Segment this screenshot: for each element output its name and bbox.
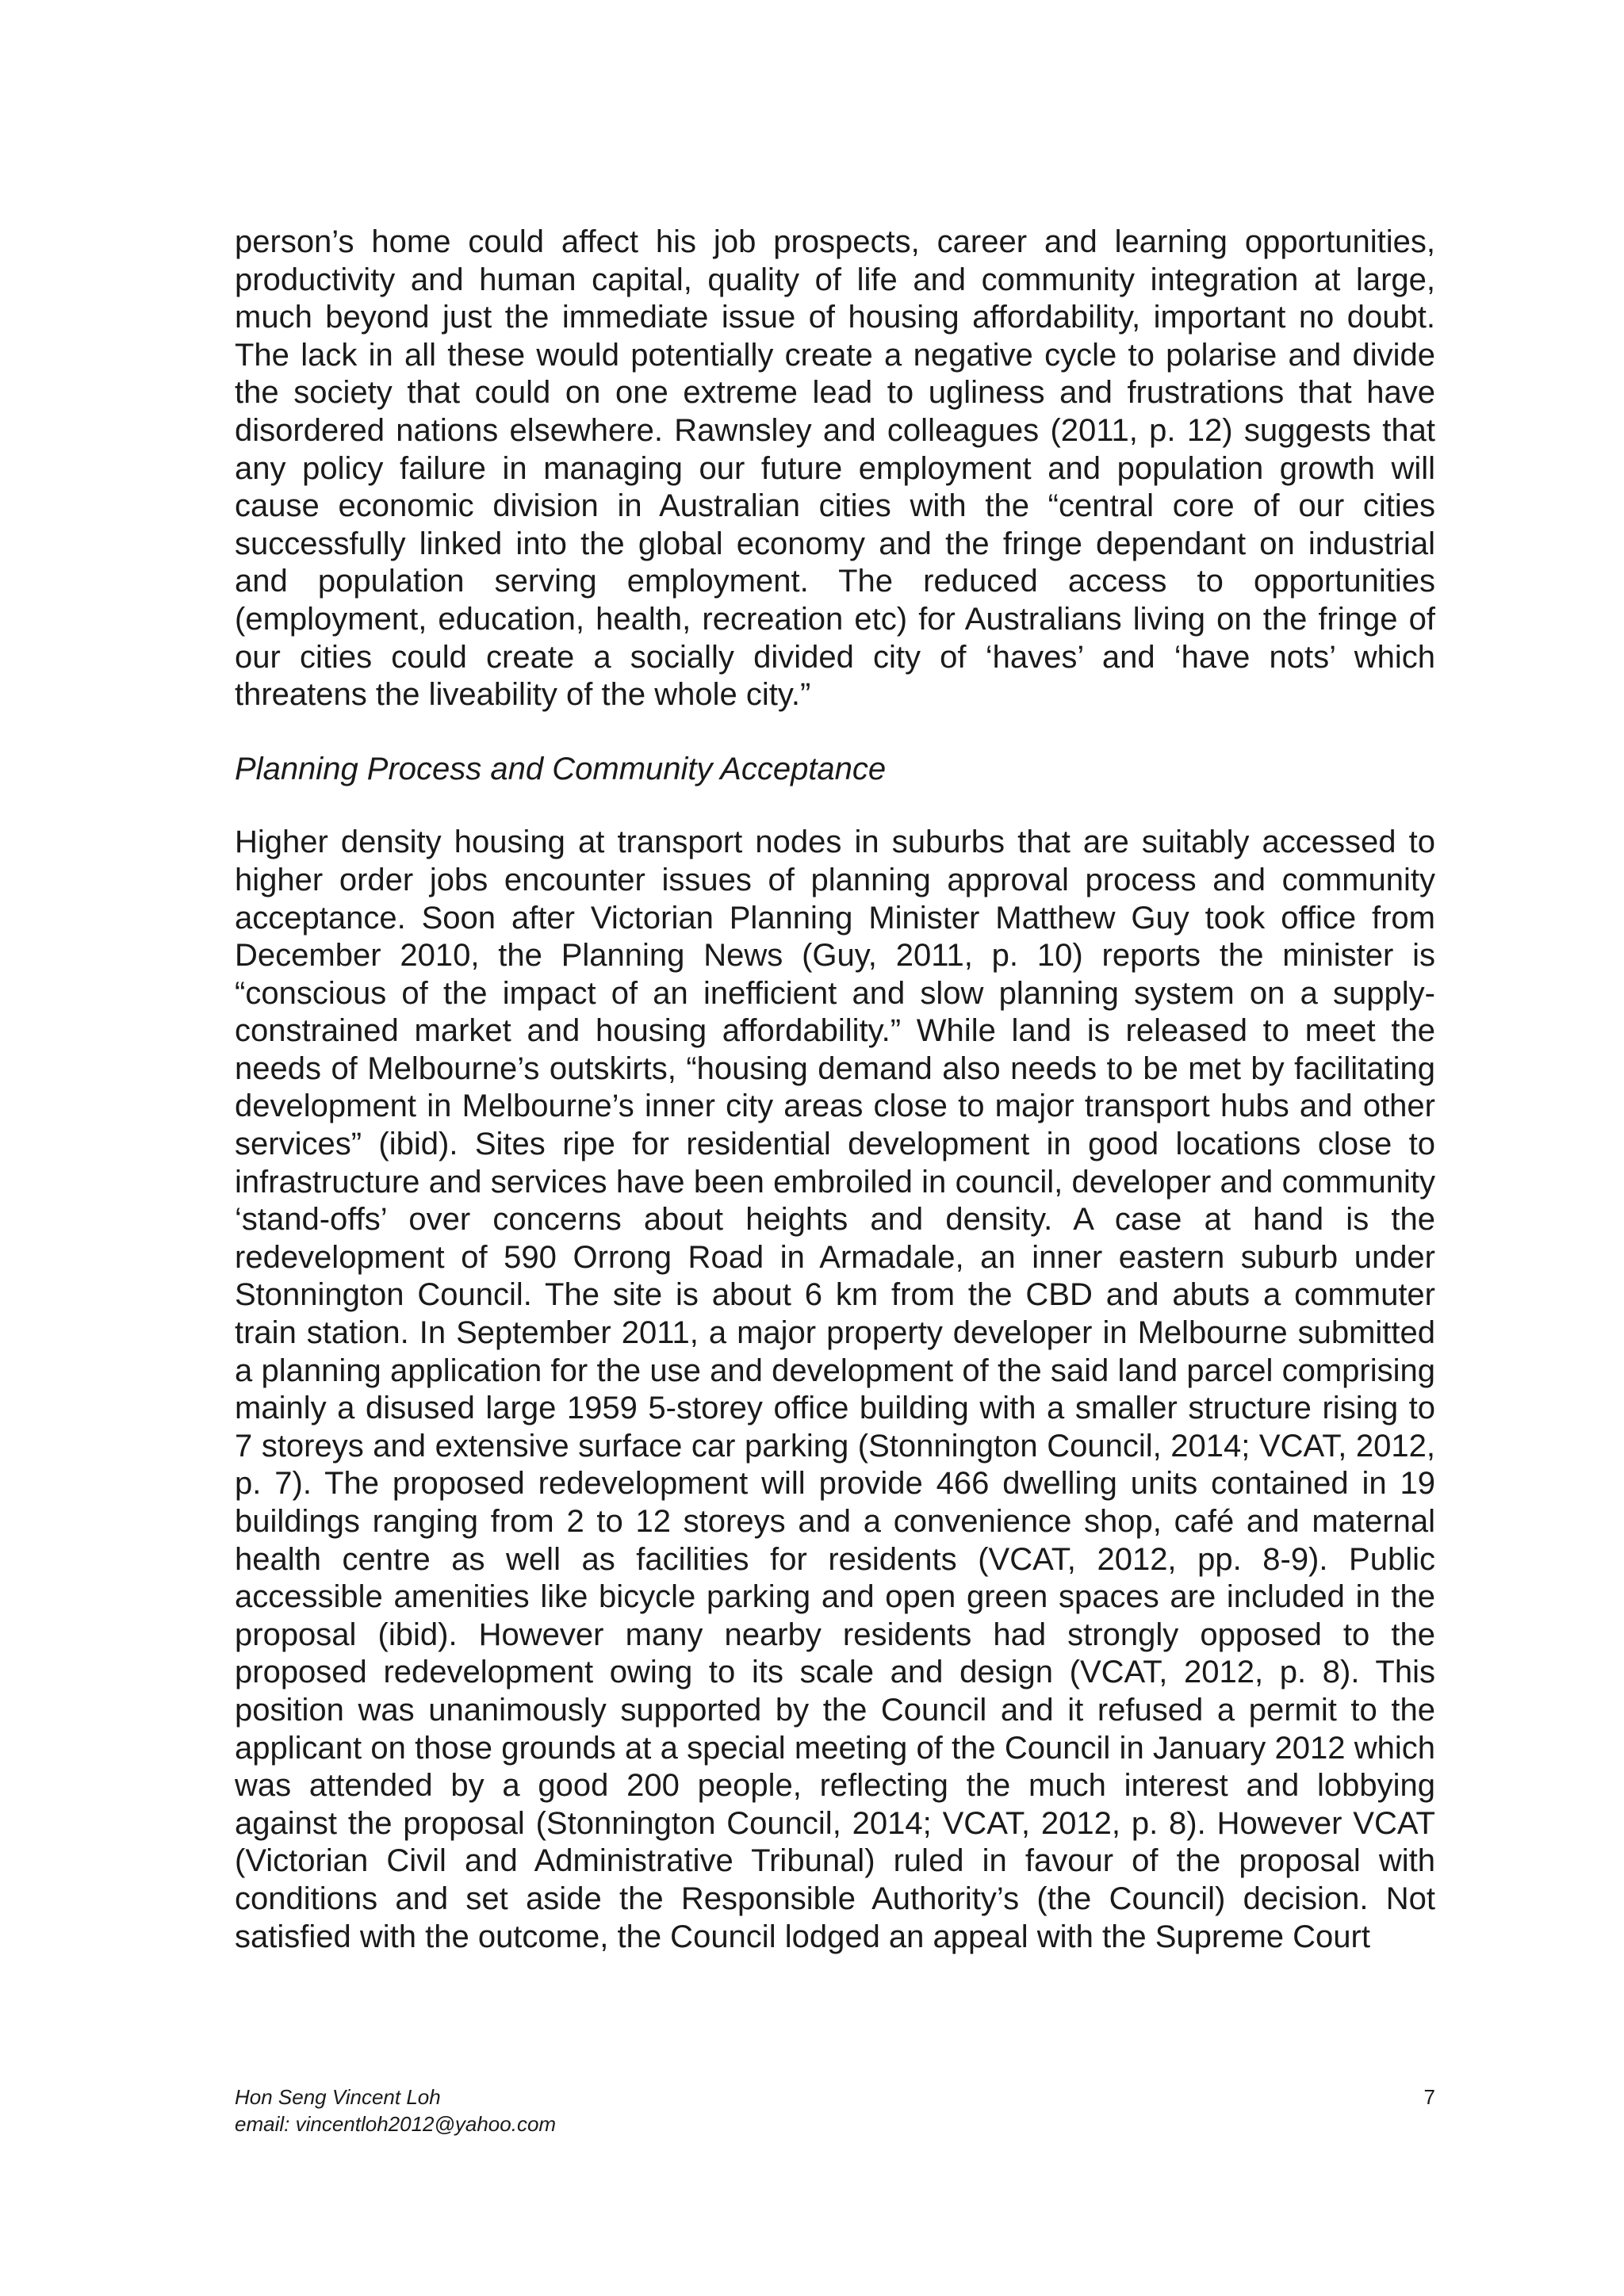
document-body [235, 224, 1435, 1956]
body-paragraph-2: Higher density housing at transport nodes in suburbs that are suitably accessed to higher order jobs encounter issues of planning approval process and community acceptance. Soon after Victorian Planning Minister Matthew Guy took office from December 2010, the Planning News (Guy, 2011, p. 10) reports the minister is “conscious of the impact of an inefficient and slow planning system on a supply-constrained market and housing affordability.” While land is released to meet the needs of Melbourne’s outskirts, “housing demand also needs to be met by facilitating development in Melbourne’s inner city areas close to major transport hubs and other services” (ibid). Sites ripe for residential development in good locations close to infrastructure and services have been embroiled in council, developer and community ‘stand-offs’ over concerns about heights and density. A case at hand is the redevelopment of 590 Orrong Road in Armadale, an inner eastern suburb under Stonnington Council. The site is about 6 km from the CBD and abuts a commuter train station. In September 2011, a major property developer in Melbourne submitted a planning application for the use and development of the said land parcel comprising mainly a disused large 1959 5-storey office building with a smaller structure rising to 7 storeys and extensive surface car parking (Stonnington Council, 2014; VCAT, 2012, p. 7). The proposed redevelopment will provide 466 dwelling units contained in 19 buildings ranging from 2 to 12 storeys and a convenience shop, café and maternal health centre as well as facilities for residents (VCAT, 2012, pp. 8-9). Public accessible amenities like bicycle parking and open green spaces are included in the proposal (ibid). However many nearby residents had strongly opposed to the proposed redevelopment owing to its scale and design (VCAT, 2012, p. 8). This position was unanimously supported by the Council and it refused a permit to the applicant on those grounds at a special meeting of the Council in January 2012 which was attended by a good 200 people, reflecting the much interest and lobbying against the proposal (Stonnington Council, 2014; VCAT, 2012, p. 8). However VCAT (Victorian Civil and Administrative Tribunal) ruled in favour of the proposal with conditions and set aside the Responsible Authority’s (the Council) decision. Not satisfied with the outcome, the Council lodged an appeal with the Supreme Court [235, 825, 1435, 1954]
footer-author: Hon Seng Vincent Loh [235, 2085, 441, 2109]
section-heading: Planning Process and Community Acceptance [235, 751, 887, 786]
footer-email: email: vincentloh2012@yahoo.com [235, 2112, 557, 2136]
page-number: 7 [1423, 2085, 1435, 2109]
page-footer [235, 2084, 1435, 2137]
body-paragraph-1: person’s home could affect his job prospects, career and learning opportunities, productivity and human capital, quality of life and community integration at large, much beyond just the immediate issue of housing affordability, important no doubt. The lack in all these would potentially create a negative cycle to polarise and divide the society that could on one extreme lead to ugliness and frustrations that have disordered nations elsewhere. Rawnsley and colleagues (2011, p. 12) suggests that any policy failure in managing our future employment and population growth will cause economic division in Australian cities with the “central core of our cities successfully linked into the global economy and the fringe dependant on industrial and population serving employment. The reduced access to opportunities (employment, education, health, recreation etc) for Australians living on the fringe of our cities could create a socially divided city of ‘haves’ and ‘have nots’ which threatens the liveability of the whole city.” [235, 224, 1435, 713]
